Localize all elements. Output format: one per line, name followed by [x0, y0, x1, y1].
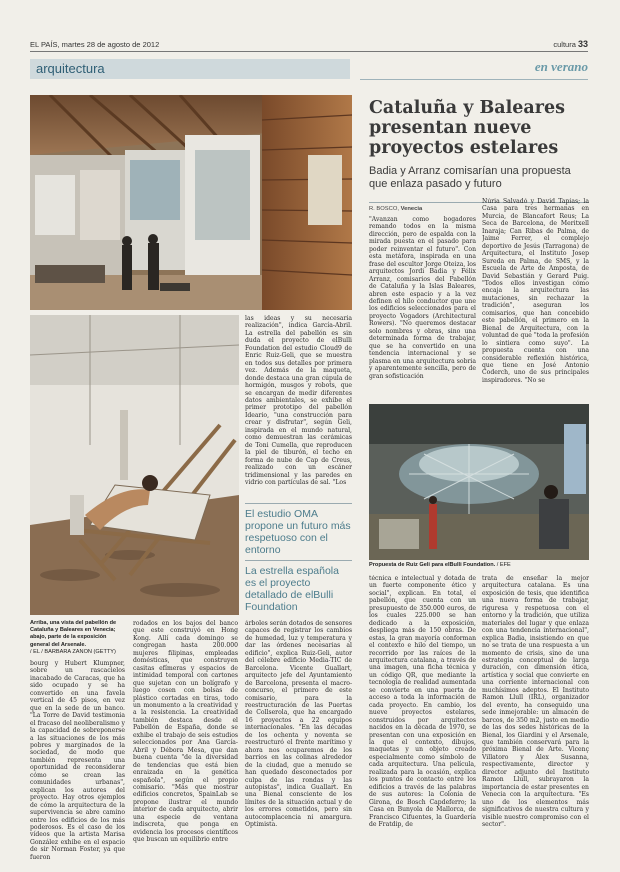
bottom-column-1: [30, 660, 125, 870]
header-section-name: cultura: [553, 40, 576, 49]
byline-name: R. BOSCO,: [369, 206, 399, 212]
side-column-text: [245, 315, 352, 495]
article-subtitle: Badia y Arranz comisarían una propuesta que enlaza pasado y futuro: [369, 165, 571, 190]
article-column-2-text: Núria Salvadó y David Tapias; la Casa para tres hermanas en Murcia, de Blancafort Reus; La Seca de Barcelona, de Meritxell Inaraja; Can Ribas de Palma, de Jaime Ferrer, el complejo deportivo de Jesús (Tarragona) de Arquitectura, el Instituto Josep Sureda en Palma, de SMS, y la Escuela de Arte de Amposta, de David Sebastián y Gerard Puig. "Todos ellos investigan cómo encaja la arquitectura las mutaciones, sin rechazar la tradición", aseguran los comisarios, que han concebido este pabellón, el primero en la Bienal de Arquitectura, con la voluntad de que "toda la profesión lo sintiera como suyo". La propuesta cuenta con una considerable reflexión histórica, que tiene en José Antonio Coderch, uno de sus principales inspiradores. "No se: [482, 198, 589, 384]
article-column-2: [482, 198, 589, 396]
section-rule: [360, 79, 588, 80]
photo-arsenale-graphic: [30, 315, 239, 615]
caption-main-credit: / EL / BARBARA ZANON (GETTY): [30, 648, 116, 655]
article-column-3: [369, 575, 476, 872]
caption-right-text: Propuesta de Ruiz Geli para elBulli Foundation.: [369, 562, 496, 568]
photo-pavilion-interior: [30, 95, 352, 310]
article-column-4-text: trata de enseñar la mejor arquitectura catalana. Es una exposición de tesis, que identifica una nueva forma de trabajar, riguresa y respetuosa con el entorno y la tradición, que utiliza materiales del lugar y que enlaza con una tendencia internacional", explica Badia, insistiendo en que no se trata de una respuesta a un momento de crisis, sino de una estrategia conceptual de larga duración, con dimensión ética, artística y social que convierte en una corriente internacional con muchísimos adeptos. El Instituto Ramon Llull (IRL), organizador del evento, ha conseguido una sede inmejorable: un almacén de barcos, de 350 m2, justo en medio de las dos sedes históricas de la Bienal, los Giardini y el Arsenale, que también conservará para la próxima Bienal de Arte. Vicenç Villatoro y Àlex Susanna, respectivamente, director y director adjunto del Instituto Ramon Llull, subrayaron la importancia de estar presentes en Venecia con la arquitectura. "Es uno de los elementos más significativos de nuestra cultura y visible nuestro compromiso con el sector".: [482, 575, 589, 828]
pullquote-2-rule: [245, 560, 352, 561]
pullquote-1-rule: [245, 503, 352, 504]
pullquote-2: La estrella española es el proyecto detallado de elBulli Foundation: [245, 565, 339, 613]
page-number: 33: [577, 39, 588, 49]
bottom-column-1-text: bourg y Hubert Klumpner, sobre un rascacielos inacabado de Caracas, que ha sido ocupado y se ha convertido en una favela vertical de 45 pisos, en vez que en la sede de un banco. "La Torre de David testimonia el fracaso del neoliberalismo y la capacidad de sobreponerse a las situaciones de los más pobres y marginados de la sociedad, de modo que también representa una oportunidad de reconsiderar cómo se crean las comunidades urbanas", explican los autores del proyecto. Hay otros ejemplos de cómo la arquitectura de la supervivencia se abre camino entre los edificios de los más poderosos. Es el caso de los vídeos que la artista Marisa González exhibe en el espacio de sir Norman Foster, ya que fueron: [30, 660, 125, 861]
byline-place: Venecia: [400, 206, 423, 212]
header-section: [553, 39, 588, 49]
caption-right-credit: / EFE: [496, 562, 511, 568]
article-column-1-text: "Avanzan como bogadores remando todos en la misma dirección, pero de espalda con la mirada puesta en el pasado para poder reinventar el futuro". Con esta metáfora, inspirada en una frase del escultor Jorge Oteiza, los arquitectos Jordi Badia y Félix Arranz, comisarios del Pabellón de Cataluña y la Islas Baleares, abren este espacio y a la vez definen el hilo conductor que une los edificios seleccionados para el proyecto Vogadors (Architectural Rowers). "No queremos destacar solo nombres y obras, sino una determinada forma de trabajar, que se ha convertido en una tendencia internacional y se plasma en una arquitectura sobria y aparentemente sencilla, pero de gran sofisticación: [369, 216, 476, 380]
photo-elbulli-graphic: [369, 404, 589, 560]
article-column-3-text: técnica e intelectual y dotada de un fuerte componente ético y social", explican. En total, el pabellón, que cuenta con un presupuesto de 350.000 euros, de los cuales 225.000 se han dedicado a la exposición, despliega más de 150 obras. De estas, la gran mayoría conforman el contexto e hilo del tiempo, un recorrido por las raíces de la arquitectura catalana, a través de una imagen, una ficha técnica y un código QR, que mediante la tecnología de realidad aumentada se convierte en una puerta de acceso a toda la información de cada proyecto. En cambio, los nueve proyectos estelares, construidos por arquitectos nacidos en la década de 1970, se presentan con una exposición en la que el contexto, dibujos, maquetas y un objeto creado especialmente como símbolo de cada arquitectura. Una película, realizada para la ocasión, explica los puntos de contacto entre los edificios a través de las palabras de sus autores: la Colonia de Girona, de Bosch Capdeferro; la Casa en Bunyola de Mallorca, de Francisco Cifuentes, la Guardería de Fratdip, de: [369, 575, 476, 828]
photo-arsenale-exhibition: [30, 315, 239, 615]
bottom-column-2-text: rodados en los bajos del banco que este construyó en Hong Kong. Allí cada domingo se congregan hasta 200.000 mujeres filipinas, empleadas domésticas, que construyen casitas efímeras y espacios de intimidad temporal con cartones que sujetan con un bolígrafo y luego cosen con bolsas de plástico cortadas en tiras, todo un monumento a la creatividad y a la resistencia. La creatividad también destaca desde el Pabellón de España, donde se exhibe el trabajo de seis estudios seleccionados por Ana García-Abril y Débora Mesa, que dan buena cuenta "de la diversidad de tendencias que está bien enraizada en la genética española", según el propio comisario. "Más que mostrar edificios concretos, SpainLab se propone ilustrar el mundo interior de cada arquitecto, abrir una especie de ventana indiscreta, que ponga en evidencia los procesos científicos que buscan un equilibrio entre: [133, 620, 238, 844]
photo-elbulli-proposal: [369, 404, 589, 560]
header-dateline: EL PAÍS, martes 28 de agosto de 2012: [30, 40, 160, 49]
article-column-1: [369, 216, 476, 396]
caption-right: [369, 562, 589, 569]
byline: [369, 206, 422, 212]
season-label: en verano: [534, 59, 588, 74]
section-bar: [30, 59, 350, 79]
caption-main-text: Arriba, una vista del pabellón de Cataluña y Baleares en Venecia; abajo, parte de la exposición general del Arsenale.: [30, 620, 117, 648]
section-label: arquitectura: [36, 61, 105, 76]
bottom-column-3-text: árboles serán dotados de sensores capaces de registrar los cambios de humedad, luz y temperatura y dar las órdenes necesarias al edificio", explica Ruiz-Geli, autor del célebre edificio Media-TIC de Barcelona. Vicente Guallart, arquitecto jefe del Ayuntamiento de Barcelona, presenta el macro-concurso, el primero de este comisario, para la reestructuración de las Puertas de Collserola, que ha encargado 16 proyectos a 22 equipos internacionales. "En las décadas de los ochenta y noventa se reestructuró el frente marítimo y ahora nos ocuparemos de los barrios en las colinas alrededor de la ciudad, que a menudo se han quedado desconectados por culpa de las rondas y las autopistas", indica Guallart. En una Bienal consciente de los límites de la situación actual y de los errores cometidos, pero sin autocomplacencia ni amargura. Optimista.: [245, 620, 352, 829]
bottom-column-2: [133, 620, 238, 870]
article-column-4: [482, 575, 589, 872]
pullquote-1: El estudio OMA propone un futuro más respetuoso con el entorno: [245, 508, 351, 556]
caption-main: [30, 620, 125, 656]
photo-pavilion-graphic: [30, 95, 352, 310]
bottom-column-3: [245, 620, 352, 870]
article-title: Cataluña y Baleares presentan nueve proyectos estelares: [369, 98, 565, 158]
side-column-text-content: las ideas y su necesaria realización", indica García-Abril. La estrella del pabellón es sin duda el proyecto de elBulli Foundation del estudio Cloud9 de Enric Ruiz-Geli, que se muestra en todos sus detalles por primera vez. Además de la maqueta, donde destaca una gran cúpula de hormigón, musgos y robots, que se encargan de medir diferentes datos ambientales, se exhibe el primer prototipo del pabellón Ideario, "una construcción para crear y disfrutar", según Geli, inspirada en el mundo natural, como demuestran las cerámicas de Toni Cumella, que reproducen la piel de tiburón, el techo en forma de nube de Cap de Creus, realizado con un escáner tridimensional y las paredes en vidrio con partículas de sal. "Los: [245, 315, 352, 486]
header-rule: [30, 51, 588, 52]
